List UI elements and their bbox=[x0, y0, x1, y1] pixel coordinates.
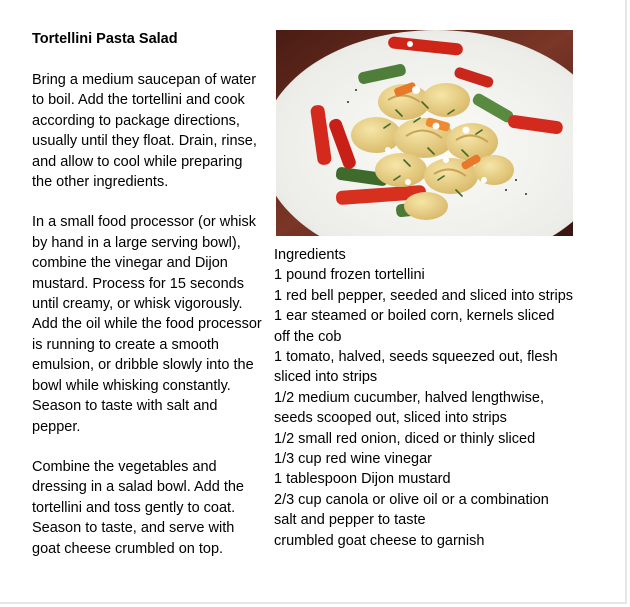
ingredient-item: 1 tomato, halved, seeds squeezed out, flesh sliced into strips bbox=[274, 349, 558, 386]
tortellini bbox=[375, 153, 427, 187]
tortellini bbox=[404, 192, 448, 220]
ingredient-item: 1 tablespoon Dijon mustard bbox=[274, 471, 451, 488]
instruction-step-1: Bring a medium saucepan of water to boil. Add the tortellini and cook according to package directions, usually until they float. Drain, rinse, and allow to cool while preparing the other ingredients. bbox=[32, 72, 257, 191]
tortellini bbox=[422, 83, 470, 117]
ingredient-item: 1 ear steamed or boiled corn, kernels sliced off the cob bbox=[274, 308, 555, 345]
instruction-step-2: In a small food processor (or whisk by hand in a large serving bowl), combine the vinegar and Dijon mustard. Process for 15 seconds until creamy, or whisk vigorously. Add the oil while the food processor is running to create a smooth emulsion, or dribble slowly into the bowl while whisking constantly. Season to taste with salt and pepper. bbox=[32, 214, 262, 435]
ingredient-item: 2/3 cup canola or olive oil or a combination bbox=[274, 491, 549, 508]
ingredient-item: 1 red bell pepper, seeded and sliced into strips bbox=[274, 287, 574, 304]
ingredients-column bbox=[274, 245, 574, 551]
salad-photo bbox=[276, 30, 573, 236]
ingredient-item: 1 pound frozen tortellini bbox=[274, 267, 425, 284]
ingredient-item: crumbled goat cheese to garnish bbox=[274, 532, 485, 549]
ingredient-item: 1/2 small red onion, diced or thinly sliced bbox=[274, 430, 536, 447]
tortellini bbox=[351, 117, 401, 153]
salad-photo-illustration bbox=[276, 30, 573, 236]
ingredients-list bbox=[274, 265, 574, 551]
ingredient-item: salt and pepper to taste bbox=[274, 512, 426, 529]
ingredient-item: 1/3 cup red wine vinegar bbox=[274, 451, 432, 468]
instructions-column bbox=[32, 30, 262, 579]
recipe-title: Tortellini Pasta Salad bbox=[32, 31, 178, 47]
ingredients-heading: Ingredients bbox=[274, 247, 346, 263]
instruction-step-3: Combine the vegetables and dressing in a salad bowl. Add the tortellini and toss gently to coat. Season to taste, and serve with goat cheese crumbled on top. bbox=[32, 458, 244, 557]
ingredient-item: 1/2 medium cucumber, halved lengthwise, seeds scooped out, sliced into strips bbox=[274, 389, 545, 427]
